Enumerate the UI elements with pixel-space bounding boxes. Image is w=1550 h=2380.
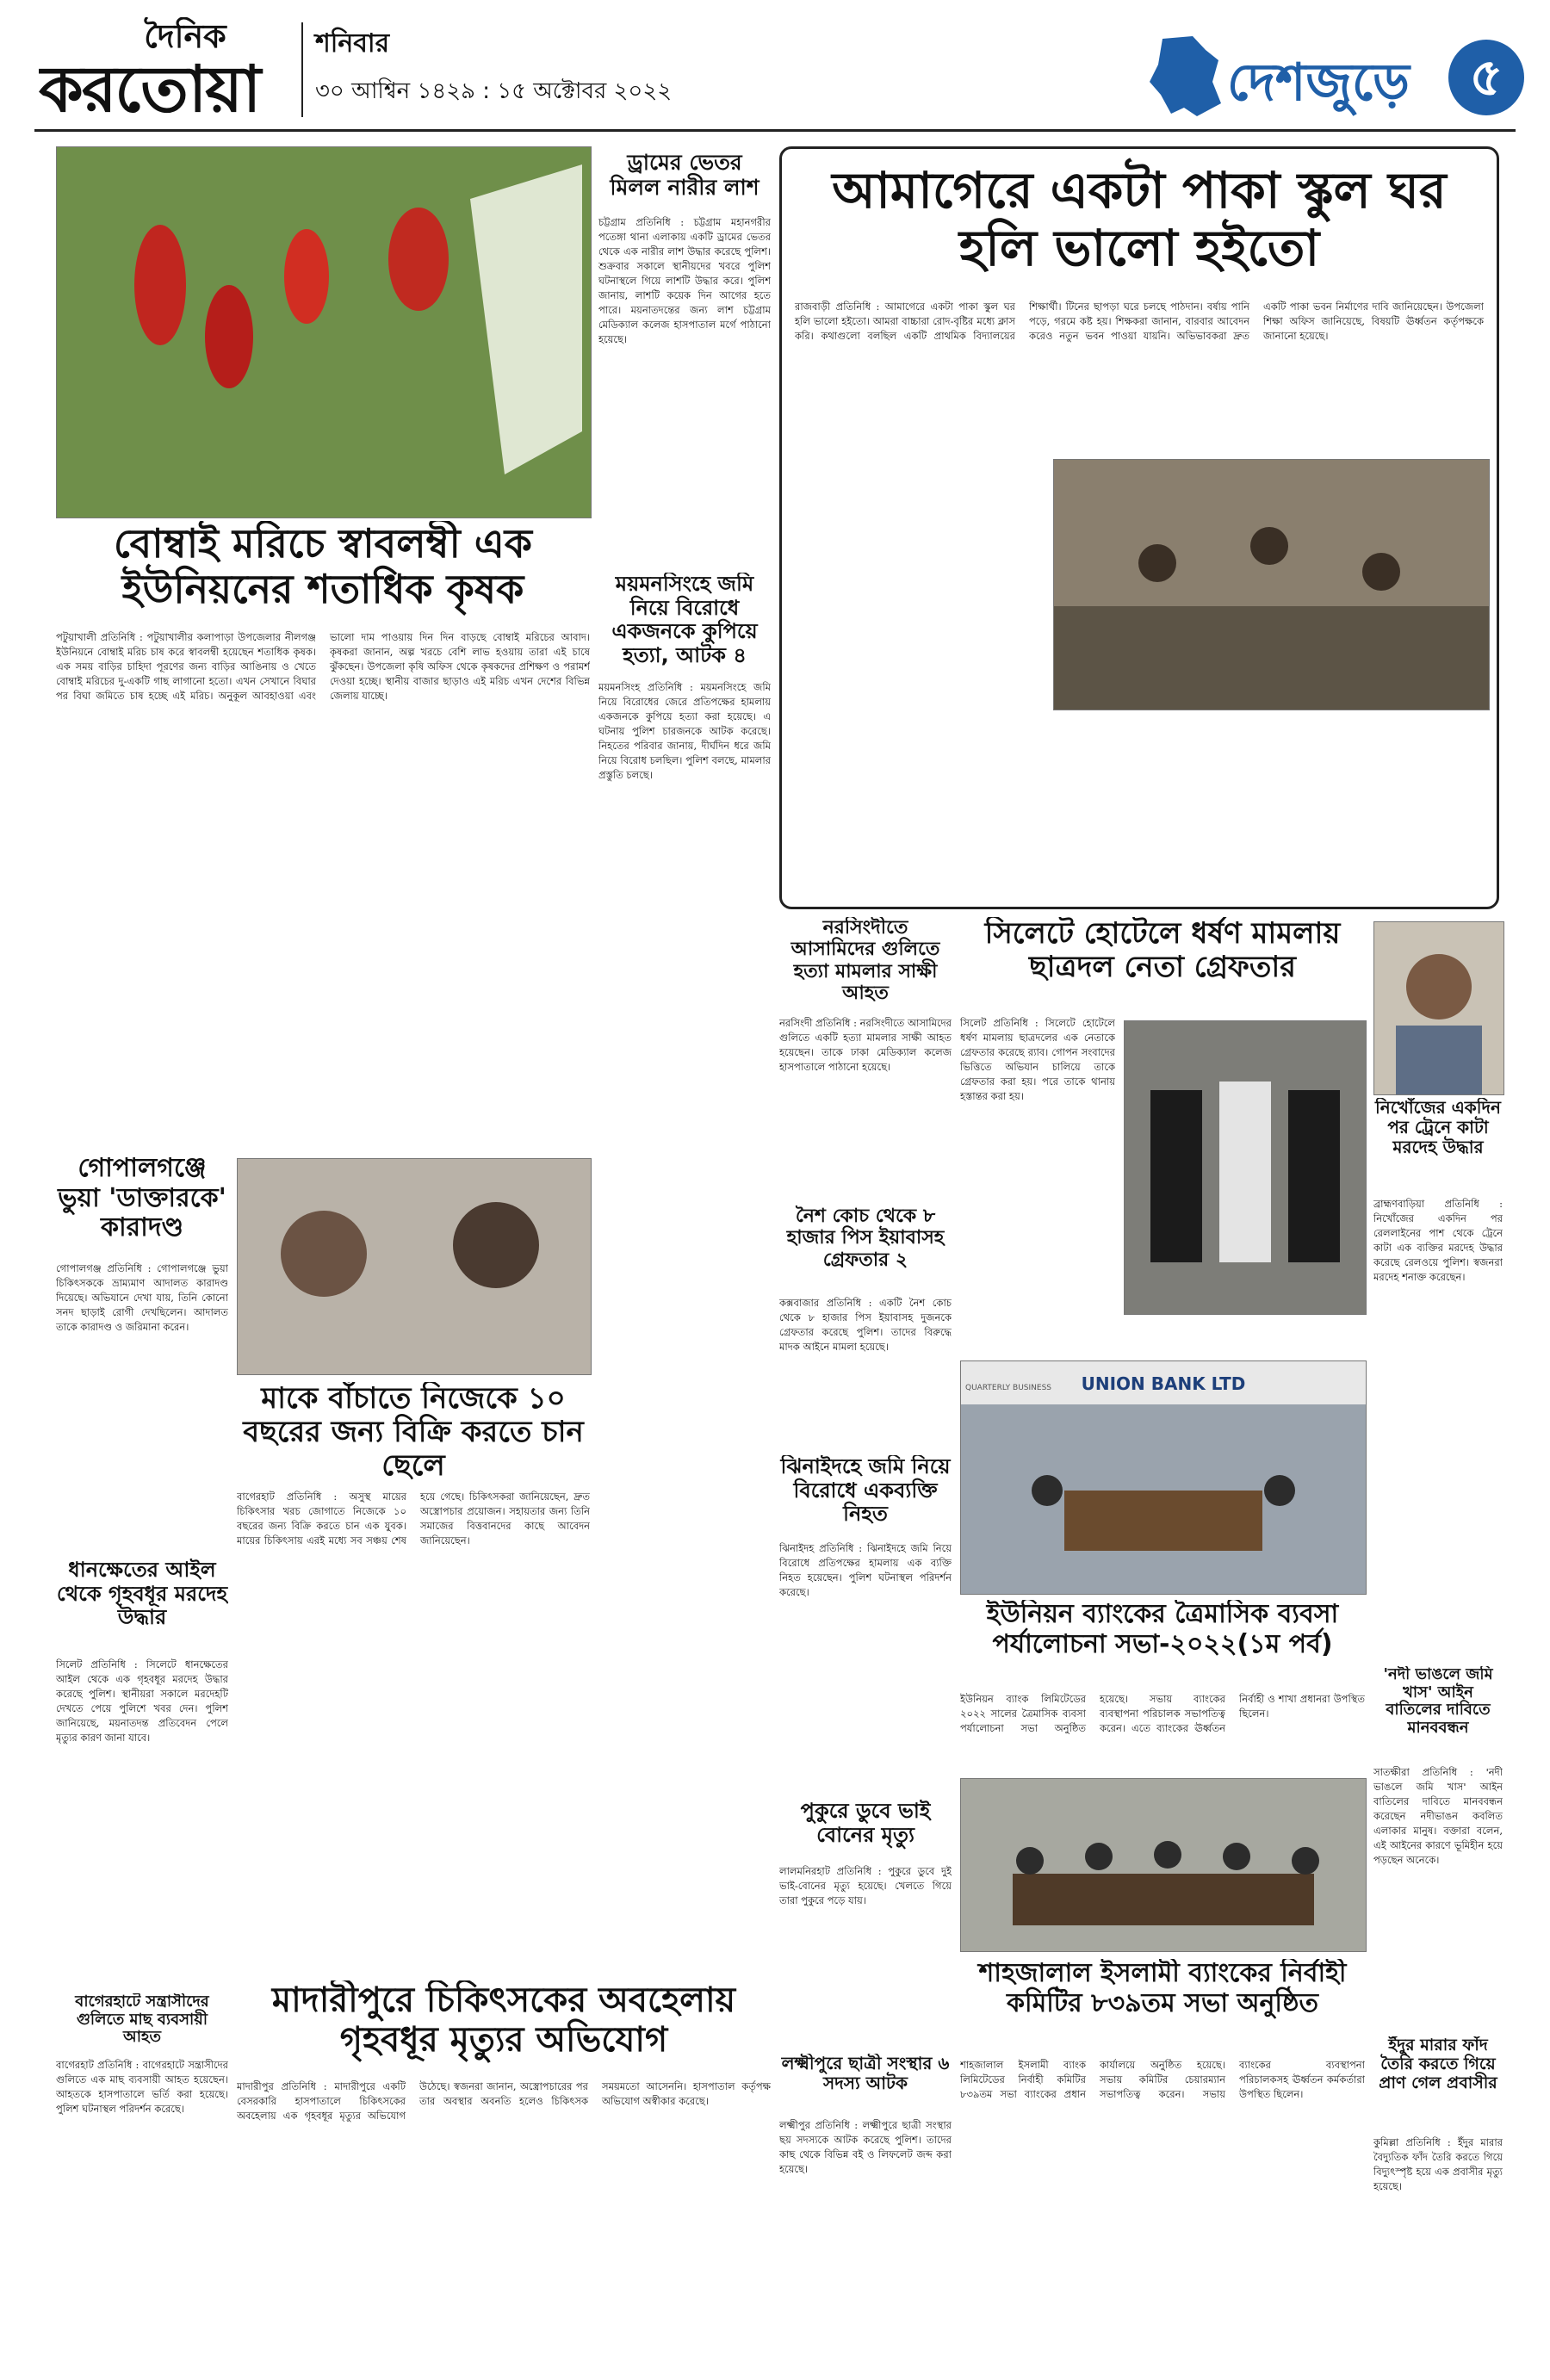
portrait-illustration: [1374, 922, 1504, 1094]
idur-body: কুমিল্লা প্রতিনিধি : ইঁদুর মারার বৈদ্যুতিক ফাঁদ তৈরি করতে গিয়ে বিদ্যুৎস্পৃষ্ট হয়ে এক প্রবাসীর মৃত্যু হয়েছে।: [1373, 2136, 1503, 2192]
page-number: ৫: [1448, 40, 1524, 115]
bagerhat-headline: বাগেরহাটে সন্ত্রাসীদের গুলিতে মাছ ব্যবসায়ী আহত: [75, 1993, 209, 2047]
shahjalal-headline: শাহজালাল ইসলামী ব্যাংকের নির্বাহী কমিটির ৮৩৯তম সভা অনুষ্ঠিত: [978, 1959, 1347, 2018]
pukur-body: লালমনিরহাট প্রতিনিধি : পুকুরে ডুবে দুই ভাই-বোনের মৃত্যু হয়েছে। খেলতে গিয়ে তারা পুকুরে পড়ে যায়।: [779, 1865, 952, 1906]
bombai-body: পটুয়াখালী প্রতিনিধি : পটুয়াখালীর কলাপাড়া উপজেলার নীলগঞ্জ ইউনিয়নে বোম্বাই মরিচ চাষ করে স্বাবলম্বী হয়েছেন শতাধিক কৃষক। এক সময় বাড়ির চাহিদা পূরণের জন্য বাড়ির আঙিনায় ও খেতে বোম্বাই মরিচের দু-একটি গাছ লাগানো হতো। এখন সেখানে বিঘার পর বিঘা জমিতে চাষ হচ্ছে এই মরিচ। অনুকূল আবহাওয়া এবং ভালো দাম পাওয়ায় দিন দিন বাড়ছে বোম্বাই মরিচের আবাদ। কৃষকরা জানান, অল্প খরচে বেশি লাভ হওয়ায় তারা এই চাষে ঝুঁকছেন। উপজেলা কৃষি অফিস থেকে কৃষকদের প্রশিক্ষণ ও পরামর্শ দেওয়া হচ্ছে। স্থানীয় বাজার ছাড়াও এই মরিচ এখন দেশের বিভিন্ন জেলায় যাচ্ছে।: [56, 631, 590, 702]
dhankhet-headline: ধানক্ষেতের আইল থেকে গৃহবধূর মরদেহ উদ্ধার: [56, 1559, 228, 1630]
narsingdi-body: নরসিংদী প্রতিনিধি : নরসিংদীতে আসামিদের গুলিতে একটি হত্যা মামলার সাক্ষী আহত হয়েছেন। তাকে ঢাকা মেডিক্যাল কলেজ হাসপাতালে পাঠানো হয়েছে।: [779, 1017, 952, 1073]
school-article-box: [779, 146, 1499, 909]
school-photo: [1053, 459, 1490, 710]
masthead-rule: [34, 129, 1516, 132]
school-body-continued: [795, 717, 1484, 894]
section-tag: [1145, 34, 1524, 121]
gopalganj-photo: [237, 1158, 592, 1375]
date-box: [301, 22, 832, 117]
chili-illustration: [57, 147, 591, 518]
bangladesh-map-icon: [1145, 34, 1223, 121]
nikhoj-body: ব্রাহ্মণবাড়িয়া প্রতিনিধি : নিখোঁজের একদিন পর রেললাইনের পাশ থেকে ট্রেনে কাটা এক ব্যক্তির মরদেহ উদ্ধার করেছে রেলওয়ে পুলিশ। স্বজনরা মরদেহ শনাক্ত করেছেন।: [1373, 1198, 1503, 1283]
mymensingh-headline: ময়মনসিংহে জমি নিয়ে বিরোধে একজনকে কুপিয়ে হত্যা, আটক ৪: [611, 573, 758, 667]
boardroom-illustration: [961, 1779, 1366, 1951]
gopalganj-headline: গোপালগঞ্জে ভুয়া 'ডাক্তারকে' কারাদণ্ড: [58, 1154, 226, 1243]
madaripur-headline: মাদারীপুরে চিকিৎসকের অবহেলায় গৃহবধূর মৃত্যুর অভিযোগ: [271, 1980, 736, 2060]
shahjalal-photo: [960, 1778, 1367, 1952]
issue-date: ৩০ আশ্বিন ১৪২৯ : ১৫ অক্টোবর ২০২২: [315, 78, 673, 104]
jhenaidah-body: ঝিনাইদহ প্রতিনিধি : ঝিনাইদহে জমি নিয়ে বিরোধে প্রতিপক্ষের হামলায় এক ব্যক্তি নিহত হয়েছেন। পুলিশ ঘটনাস্থল পরিদর্শন করেছে।: [779, 1542, 952, 1598]
nodi-body: সাতক্ষীরা প্রতিনিধি : 'নদী ভাঙলে জমি খাস' আইন বাতিলের দাবিতে মানববন্ধন করেছেন নদীভাঙন কবলিত এলাকার মানুষ। বক্তারা বলেন, এই আইনের কারণে ভূমিহীন হয়ে পড়ছেন অনেকে।: [1373, 1766, 1503, 1866]
union-bank-banner: UNION BANK LTD: [1081, 1373, 1246, 1394]
union-bank-headline: ইউনিয়ন ব্যাংকের ত্রৈমাসিক ব্যবসা পর্যালোচনা সভা-২০২২(১ম পর্ব): [986, 1600, 1339, 1659]
union-bank-body: ইউনিয়ন ব্যাংক লিমিটেডের ২০২২ সালের ত্রৈমাসিক ব্যবসা পর্যালোচনা সভা অনুষ্ঠিত হয়েছে। সভায় ব্যাংকের ব্যবস্থাপনা পরিচালক সভাপতিত্ব করেন। এতে ব্যাংকের ঊর্ধ্বতন নির্বাহী ও শাখা প্রধানরা উপস্থিত ছিলেন।: [960, 1693, 1365, 1734]
pukur-headline: পুকুরে ডুবে ভাই বোনের মৃত্যু: [800, 1800, 931, 1847]
lakshmipur-body: লক্ষ্মীপুর প্রতিনিধি : লক্ষ্মীপুরে ছাত্রী সংস্থার ছয় সদস্যকে আটক করেছে পুলিশ। তাদের কাছ থেকে বিভিন্ন বই ও লিফলেট জব্দ করা হয়েছে।: [779, 2119, 952, 2175]
school-headline: আমাগেরে একটা পাকা স্কুল ঘর হলি ভালো হইতো: [832, 161, 1447, 277]
sylhet-body: সিলেট প্রতিনিধি : সিলেটে হোটেলে ধর্ষণ মামলায় ছাত্রদলের এক নেতাকে গ্রেফতার করেছে র‍্যাব। গোপন সংবাদের ভিত্তিতে অভিযান চালিয়ে তাকে গ্রেফতার করা হয়। পরে তাকে থানায় হস্তান্তর করা হয়।: [960, 1017, 1115, 1102]
arrest-illustration: [1125, 1021, 1366, 1314]
bikri-headline: মাকে বাঁচাতে নিজেকে ১০ বছরের জন্য বিক্রি করতে চান ছেলে: [243, 1382, 584, 1484]
school-body: রাজবাড়ী প্রতিনিধি : আমাগেরে একটা পাকা স্কুল ঘর হলি ভালো হইতো। আমরা বাচ্চারা রোদ-বৃষ্টির মধ্যে ক্লাস করি। কথাগুলো বলছিল একটি প্রাথমিক বিদ্যালয়ের শিক্ষার্থী। টিনের ছাপড়া ঘরে চলছে পাঠদান। বর্ষায় পানি পড়ে, গরমে কষ্ট হয়। শিক্ষকরা জানান, বারবার আবেদন করেও নতুন ভবন পাওয়া যায়নি। অভিভাবকরা দ্রুত একটি পাকা ভবন নির্মাণের দাবি জানিয়েছেন। উপজেলা শিক্ষা অফিস জানিয়েছে, বিষয়টি ঊর্ধ্বতন কর্তৃপক্ষকে জানানো হয়েছে।: [795, 301, 1484, 342]
gopalganj-body: গোপালগঞ্জ প্রতিনিধি : গোপালগঞ্জে ভুয়া চিকিৎসককে ভ্রাম্যমাণ আদালত কারাদণ্ড দিয়েছে। অভিযানে দেখা যায়, তিনি কোনো সনদ ছাড়াই রোগী দেখছিলেন। আদালত তাকে কারাদণ্ড ও জরিমানা করেন।: [56, 1262, 228, 1333]
yaba-body: কক্সবাজার প্রতিনিধি : একটি নৈশ কোচ থেকে ৮ হাজার পিস ইয়াবাসহ দুজনকে গ্রেফতার করেছে পুলিশ। তাদের বিরুদ্ধে মাদক আইনে মামলা হয়েছে।: [779, 1297, 952, 1353]
nodi-headline: 'নদী ভাঙলে জমি খাস' আইন বাতিলের দাবিতে মানববন্ধন: [1383, 1666, 1493, 1738]
masthead-logo: [39, 17, 297, 121]
bagerhat-body: বাগেরহাট প্রতিনিধি : বাগেরহাটে সন্ত্রাসীদের গুলিতে এক মাছ ব্যবসায়ী আহত হয়েছেন। আহতকে হাসপাতালে ভর্তি করা হয়েছে। পুলিশ ঘটনাস্থল পরিদর্শন করেছে।: [56, 2059, 228, 2115]
jhenaidah-headline: ঝিনাইদহে জমি নিয়ে বিরোধে একব্যক্তি নিহত: [780, 1455, 951, 1527]
union-bank-photo: [960, 1360, 1367, 1595]
dhankhet-body: সিলেট প্রতিনিধি : সিলেটে ধানক্ষেতের আইল থেকে এক গৃহবধূর মরদেহ উদ্ধার করেছে পুলিশ। স্থানীয়রা সকালে মরদেহটি দেখতে পেয়ে পুলিশে খবর দেন। পুলিশ জানিয়েছে, ময়নাতদন্ত প্রতিবেদন পেলে মৃত্যুর কারণ জানা যাবে।: [56, 1658, 228, 1744]
sylhet-photo: [1124, 1020, 1367, 1315]
logo-main-text: করতোয়া: [39, 53, 260, 121]
shahjalal-body: শাহজালাল ইসলামী ব্যাংক লিমিটেডের নির্বাহী কমিটির ৮৩৯তম সভা ব্যাংকের প্রধান কার্যালয়ে অনুষ্ঠিত হয়েছে। সভায় কমিটির চেয়ারম্যান সভাপতিত্ব করেন। সভায় ব্যাংকের ব্যবস্থাপনা পরিচালকসহ ঊর্ধ্বতন কর্মকর্তারা উপস্থিত ছিলেন।: [960, 2059, 1365, 2100]
narsingdi-headline: নরসিংদীতে আসামিদের গুলিতে হত্যা মামলার সাক্ষী আহত: [790, 917, 940, 1004]
sylhet-headline: সিলেটে হোটেলে ধর্ষণ মামলায় ছাত্রদল নেতা গ্রেফতার: [984, 917, 1341, 985]
madaripur-body: মাদারীপুর প্রতিনিধি : মাদারীপুরে একটি বেসরকারি হাসপাতালে চিকিৎসকের অবহেলায় এক গৃহবধূর মৃত্যুর অভিযোগ উঠেছে। স্বজনরা জানান, অস্ত্রোপচারের পর তার অবস্থার অবনতি হলেও চিকিৎসক সময়মতো আসেননি। হাসপাতাল কর্তৃপক্ষ অভিযোগ অস্বীকার করেছে।: [237, 2080, 771, 2122]
dram-body: চট্টগ্রাম প্রতিনিধি : চট্টগ্রাম মহানগরীর পতেঙ্গা থানা এলাকায় একটি ড্রামের ভেতর থেকে এক নারীর লাশ উদ্ধার করেছে পুলিশ। শুক্রবার সকালে স্থানীয়দের খবরে পুলিশ ঘটনাস্থলে গিয়ে লাশটি উদ্ধার করে। পুলিশ জানায়, লাশটি কয়েক দিন আগের হতে পারে। ময়নাতদন্তের জন্য লাশ চট্টগ্রাম মেডিক্যাল কলেজ হাসপাতাল মর্গে পাঠানো হয়েছে।: [598, 216, 771, 345]
mymensingh-body: ময়মনসিংহ প্রতিনিধি : ময়মনসিংহে জমি নিয়ে বিরোধের জেরে প্রতিপক্ষের হামলায় একজনকে কুপিয়ে হত্যা করা হয়েছে। এ ঘটনায় পুলিশ চারজনকে আটক করেছে। নিহতের পরিবার জানায়, দীর্ঘদিন ধরে জমি নিয়ে বিরোধ চলছিল। পুলিশ বলছে, মামলার প্রস্তুতি চলছে।: [598, 681, 771, 781]
lakshmipur-headline: লক্ষ্মীপুরে ছাত্রী সংস্থার ৬ সদস্য আটক: [781, 2054, 950, 2093]
idur-headline: ইঁদুর মারার ফাঁদ তৈরি করতে গিয়ে প্রাণ গেল প্রবাসীর: [1379, 2036, 1497, 2092]
classroom-illustration: [1054, 460, 1489, 710]
logo-top-text: দৈনিক: [144, 17, 226, 55]
gopalganj-portraits: [238, 1159, 591, 1374]
nikhoj-headline: নিখোঁজের একদিন পর ট্রেনে কাটা মরদেহ উদ্ধার: [1375, 1098, 1501, 1157]
union-bank-side-banner: QUARTERLY BUSINESS: [964, 1384, 1052, 1392]
dram-headline: ড্রামের ভেতর মিলল নারীর লাশ: [610, 151, 760, 200]
nikhoj-photo: [1373, 921, 1504, 1095]
bombai-headline: বোম্বাই মরিচে স্বাবলম্বী এক ইউনিয়নের শতাধিক কৃষক: [114, 521, 532, 612]
section-name: দেশজুড়ে: [1227, 53, 1410, 113]
meeting-illustration: [961, 1361, 1366, 1594]
chili-photo: [56, 146, 592, 518]
issue-day: শনিবার: [315, 28, 390, 59]
yaba-headline: নৈশ কোচ থেকে ৮ হাজার পিস ইয়াবাসহ গ্রেফতার ২: [786, 1205, 945, 1271]
bikri-body: বাগেরহাট প্রতিনিধি : অসুস্থ মায়ের চিকিৎসার খরচ জোগাতে নিজেকে ১০ বছরের জন্য বিক্রি করতে চান এক যুবক। মায়ের চিকিৎসায় এরই মধ্যে সব সঞ্চয় শেষ হয়ে গেছে। চিকিৎসকরা জানিয়েছেন, দ্রুত অস্ত্রোপচার প্রয়োজন। সহায়তার জন্য তিনি সমাজের বিত্তবানদের কাছে আবেদন জানিয়েছেন।: [237, 1491, 590, 1546]
